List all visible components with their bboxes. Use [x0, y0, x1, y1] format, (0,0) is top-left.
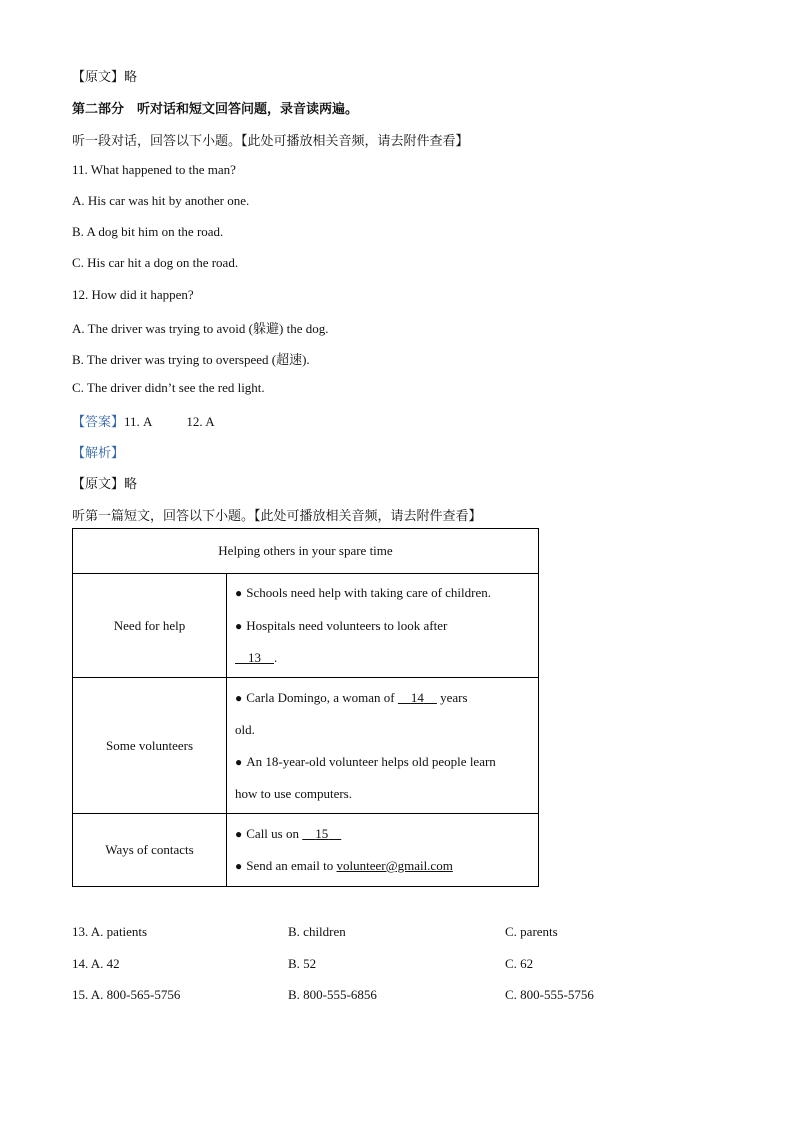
- original-text-omitted: 【原文】略: [72, 70, 138, 85]
- answer-11: 11. A: [124, 414, 153, 429]
- need-schools-text: Schools need help with taking care of children.: [246, 585, 492, 601]
- volunteer-line-1: ● Carla Domingo, a woman of 14 years: [235, 689, 468, 705]
- contact-line-1: ● Call us on 15: [235, 818, 530, 851]
- bullet-icon: ●: [235, 826, 243, 841]
- table-title: Helping others in your spare time: [73, 529, 539, 574]
- blank-15: 15: [315, 825, 329, 841]
- bullet-icon: ●: [235, 690, 243, 705]
- q15-option-b: B. 800-555-6856: [288, 987, 377, 1002]
- q11-option-c: C. His car hit a dog on the road.: [72, 255, 239, 270]
- row-label-some-volunteers: Some volunteers: [73, 678, 227, 814]
- row-label-ways-of-contacts: Ways of contacts: [73, 814, 227, 887]
- row-content-ways-of-contacts: [227, 814, 539, 887]
- original-text-omitted-2: 【原文】略: [72, 477, 138, 492]
- volunteer-line-1-cont: old.: [235, 722, 255, 737]
- part2-heading: 第二部分 听对话和短文回答问题，录音读两遍。: [72, 102, 359, 117]
- answer-12: 12. A: [186, 414, 215, 429]
- dialogue-intro: 听一段对话，回答以下小题。【此处可播放相关音频，请去附件查看】: [72, 134, 469, 149]
- bullet-icon: ●: [235, 754, 243, 769]
- bullet-icon: ●: [235, 586, 243, 601]
- q11-option-b: B. A dog bit him on the road.: [72, 224, 224, 239]
- q12-option-b: B. The driver was trying to overspeed (超速).: [72, 352, 310, 367]
- blank-13: 13: [248, 650, 261, 666]
- q15-options: [72, 987, 722, 1007]
- need-hospitals-text: Hospitals need volunteers to look after: [246, 617, 448, 633]
- bullet-icon: ●: [235, 859, 243, 873]
- volunteer-line-2: ● An 18-year-old volunteer helps old people learn: [235, 753, 496, 769]
- q15-option-a: 15. A. 800-565-5756: [72, 987, 181, 1002]
- q14-options: [72, 956, 722, 976]
- need-line-1: [235, 577, 530, 610]
- q13-option-b: B. children: [288, 924, 346, 939]
- q13-options: [72, 924, 722, 944]
- answer-label: 【答案】: [72, 415, 125, 430]
- need-line-3: 13 .: [235, 642, 530, 674]
- volunteer-line-2-cont: how to use computers.: [235, 786, 352, 801]
- q14-option-a: 14. A. 42: [72, 956, 120, 971]
- q14-option-c: C. 62: [505, 956, 534, 971]
- q13-option-a: 13. A. patients: [72, 924, 148, 939]
- q13-option-c: C. parents: [505, 924, 558, 939]
- need-line-2: [235, 610, 530, 643]
- row-content-some-volunteers: [227, 678, 539, 814]
- blank-14: 14: [410, 689, 424, 705]
- helping-others-table: [72, 528, 539, 887]
- row-content-need-for-help: [227, 574, 539, 678]
- q14-option-b: B. 52: [288, 956, 317, 971]
- answer-line: [72, 411, 215, 430]
- analysis-label: 【解析】: [72, 446, 125, 461]
- passage-intro: 听第一篇短文，回答以下小题。【此处可播放相关音频，请去附件查看】: [72, 509, 482, 524]
- q11-question: 11. What happened to the man?: [72, 162, 236, 177]
- contact-line-2: ● Send an email to volunteer@gmail.com: [235, 858, 453, 873]
- q12-question: 12. How did it happen?: [72, 287, 194, 302]
- bullet-icon: ●: [235, 618, 243, 633]
- row-label-need-for-help: Need for help: [73, 574, 227, 678]
- q15-option-c: C. 800-555-5756: [505, 987, 594, 1002]
- q12-option-c: C. The driver didn’t see the red light.: [72, 380, 265, 395]
- q11-option-a: A. His car was hit by another one.: [72, 193, 250, 208]
- email-link[interactable]: volunteer@gmail.com: [336, 858, 453, 873]
- q12-option-a: A. The driver was trying to avoid (躲避) the dog.: [72, 321, 329, 336]
